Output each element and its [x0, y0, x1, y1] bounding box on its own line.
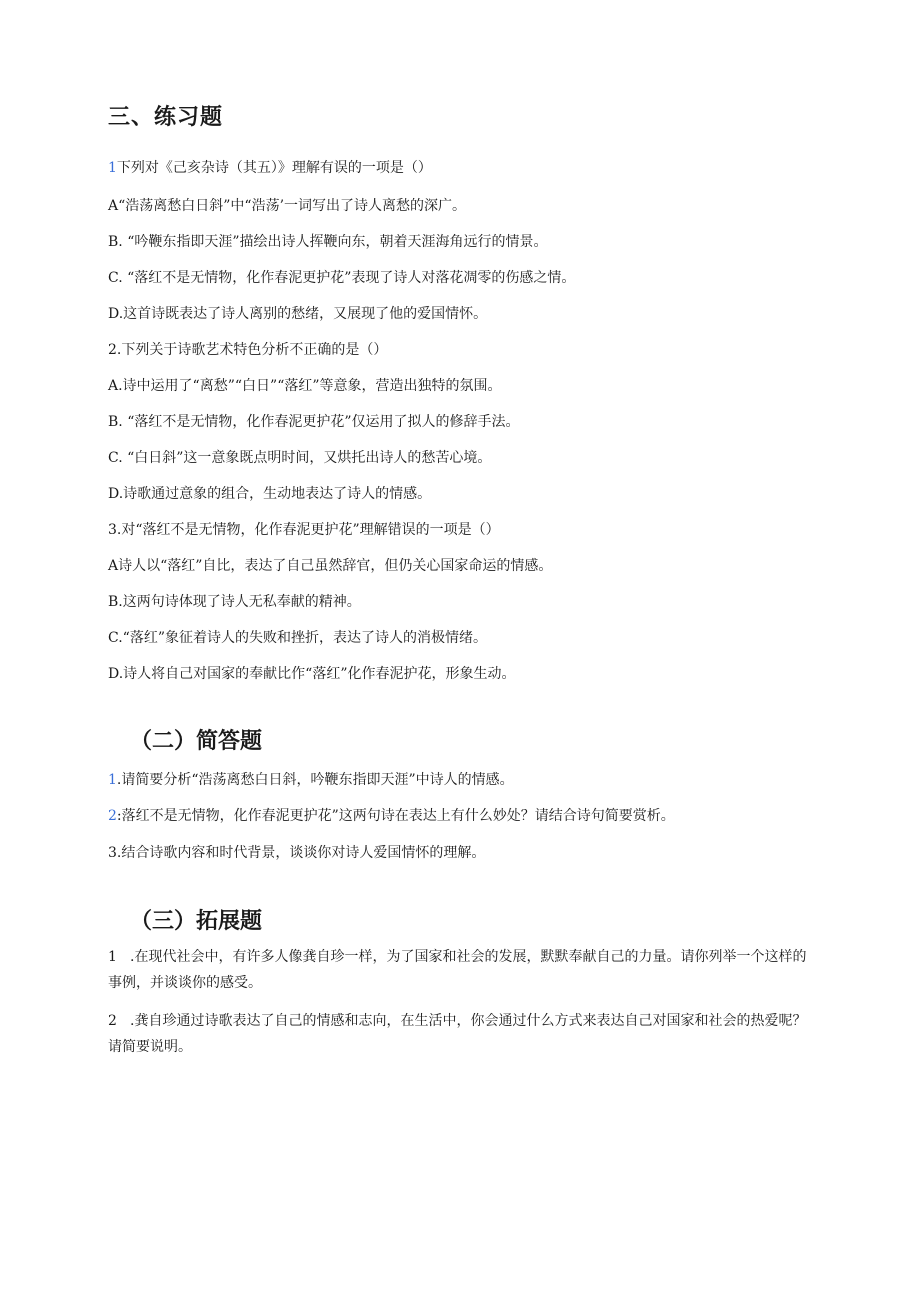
question-1-option-d: D.这首诗既表达了诗人离别的愁绪，又展现了他的爱国情怀。 [108, 306, 488, 322]
short-answer-question-2: 2:落红不是无情物，化作春泥更护花”这两句诗在表达上有什么妙处？请结合诗句简要赏析。 [108, 808, 675, 824]
question-3-stem: 3.对“落红不是无情物，化作春泥更护花”理解错误的一项是（） [108, 522, 500, 538]
short-answer-number-2: 2 [108, 808, 117, 824]
question-1-stem: 1下列对《己亥杂诗（其五）》理解有误的一项是（） [108, 160, 432, 176]
question-2-option-a: A.诗中运用了“离愁”“白日”“落红”等意象，营造出独特的氛围。 [108, 378, 502, 394]
extension-question-1: 1 .在现代社会中，有许多人像龚自珍一样，为了国家和社会的发展，默默奉献自己的力量。请你列举一个这样的事例，并谈谈你的感受。 [108, 944, 813, 996]
question-3-option-d: D.诗人将自己对国家的奉献比作“落红”化作春泥护花，形象生动。 [108, 666, 516, 682]
question-1-option-c: C. “落红不是无情物，化作春泥更护花”表现了诗人对落花凋零的伤感之情。 [108, 270, 576, 286]
extension-number-2: 2 [108, 1013, 117, 1029]
question-2-stem: 2.下列关于诗歌艺术特色分析不正确的是（） [108, 342, 388, 358]
extension-question-2: 2 .龚自珍通过诗歌表达了自己的情感和志向，在生活中，你会通过什么方式来表达自己对国家和社会的热爱呢？请简要说明。 [108, 1008, 813, 1060]
section-title-short-answer: （二）简答题 [130, 729, 263, 754]
section-title-exercises: 三、练习题 [108, 105, 224, 130]
extension-number-1: 1 [108, 949, 117, 965]
question-1-option-a: A“浩荡离愁白日斜”中“浩荡’一词写出了诗人离愁的深广。 [108, 198, 467, 214]
question-1-option-b: B. “吟鞭东指即天涯”描绘出诗人挥鞭向东，朝着天涯海角远行的情景。 [108, 234, 548, 250]
question-1-number: 1 [108, 160, 117, 176]
short-answer-number-1: 1 [108, 772, 117, 788]
question-2-option-b: B. “落红不是无情物，化作春泥更护花”仅运用了拟人的修辞手法。 [108, 414, 520, 430]
question-2-option-c: C. “白日斜”这一意象既点明时间，又烘托出诗人的愁苦心境。 [108, 450, 492, 466]
section-title-extension: （三）拓展题 [130, 909, 263, 934]
question-3-option-a: A诗人以“落红”自比，表达了自己虽然辞官，但仍关心国家命运的情感。 [108, 558, 553, 574]
question-2-option-d: D.诗歌通过意象的组合，生动地表达了诗人的情感。 [108, 486, 432, 502]
question-3-option-b: B.这两句诗体现了诗人无私奉献的精神。 [108, 594, 361, 610]
short-answer-question-1: 1.请简要分析“浩荡离愁白日斜，吟鞭东指即天涯”中诗人的情感。 [108, 772, 514, 788]
question-3-option-c: C.“落红”象征着诗人的失败和挫折，表达了诗人的消极情绪。 [108, 630, 487, 646]
short-answer-question-3: 3.结合诗歌内容和时代背景，谈谈你对诗人爱国情怀的理解。 [108, 845, 486, 861]
